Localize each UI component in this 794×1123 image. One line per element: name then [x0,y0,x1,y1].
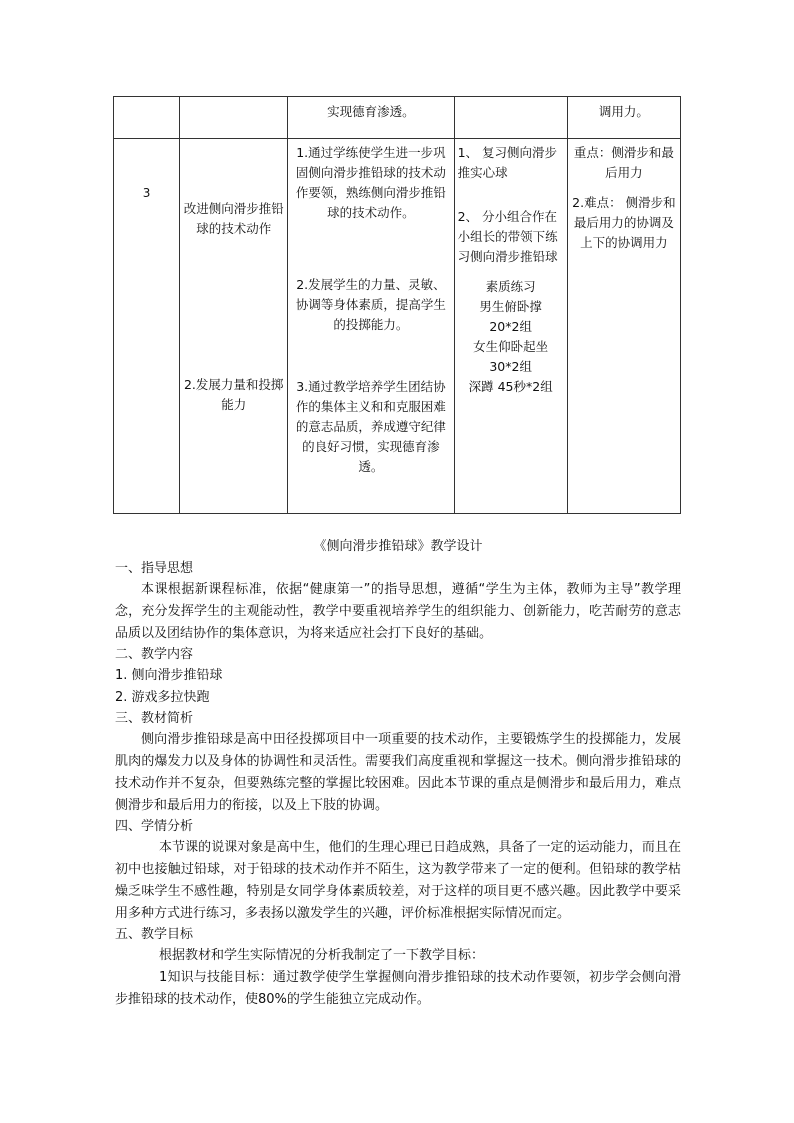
section-paragraph: 1知识与技能目标：通过教学使学生掌握侧向滑步推铅球的技术动作要领，初步学会侧向滑步推铅球的技术动作，使80%的学生能独立完成动作。 [115,970,681,1007]
content-3: 素质练习 [485,279,536,294]
content-4: 男生俯卧撑 [479,299,542,314]
topic-1: 改进侧向滑步推铅球的技术动作 [183,201,284,236]
section-paragraph: 根据教材和学生实际情况的分析我制定了一下教学目标： [159,948,485,963]
table-row [114,97,681,139]
table-cell [454,97,567,139]
goal-3: 3.通过教学培养学生团结协作的集体主义和和克服困难的意志品质，养成遵守纪律的良好习惯，实现德育渗透。 [295,379,446,474]
section-paragraph: 本节课的说课对象是高中生，他们的生理心理已日趋成熟，具备了一定的运动能力，而且在初中也接触过铅球，对于铅球的技术动作并不陌生，这为教学带来了一定的便利。但铅球的教学枯燥乏味学生不感性趣，特别是女同学身体素质较差，对于这样的项目更不感兴趣。因此教学中要采用多种方式进行练习，多表扬以激发学生的兴趣，评价标准根据实际情况而定。 [115,840,681,921]
section-teaching-content [115,645,681,709]
section-material-analysis [115,709,681,817]
content-5: 20*2组 [489,319,532,334]
document-title: 《侧向滑步推铅球》教学设计 [313,539,483,554]
section-heading: 一、指导思想 [115,561,194,576]
topic-cell [180,139,288,514]
lesson-plan-table [113,96,681,514]
section-student-analysis [115,817,681,925]
table-cell [114,97,180,139]
section-paragraph: 本课根据新课程标准，依据“健康第一”的指导思想，遵循“学生为主体，教师为主导”教学理念，充分发挥学生的主观能动性，教学中要重视培养学生的组织能力、创新能力，吃苦耐劳的意志品质以及团结协作的集体意识，为将来适应社会打下良好的基础。 [115,582,681,641]
lesson-number: 3 [142,186,151,200]
lesson-number-cell [114,139,180,514]
content-6: 女生仰卧起坐 [473,339,549,354]
goal-1: 1.通过学练使学生进一步巩固侧向滑步推铅球的技术动作要领，熟练侧向滑步推铅球的技术动作。 [295,145,446,220]
section-guiding-idea [115,559,681,645]
table-cell-focus [567,97,680,139]
section-heading: 三、教材简析 [115,711,194,726]
section-teaching-goals [115,925,681,1011]
list-item: 2. 游戏多拉快跑 [115,690,210,705]
goal-cell [288,139,454,514]
focus-2: 2.难点： 侧滑步和最后用力的协调及上下的协调用力 [572,195,676,250]
topic-2: 2.发展力量和投掷能力 [183,377,284,412]
focus-cell [567,139,680,514]
table-cell-goal [288,97,454,139]
content-8: 深蹲 45秒*2组 [468,379,553,394]
focus-1: 重点：侧滑步和最后用力 [573,145,674,180]
table-cell [180,97,288,139]
content-cell [454,139,567,514]
cell-text: 实现德育渗透。 [327,104,415,119]
content-1: 1、 复习侧向滑步推实心球 [457,145,558,180]
table-row [114,139,681,514]
section-heading: 二、教学内容 [115,647,194,662]
goal-2: 2.发展学生的力量、灵敏、协调等身体素质，提高学生的投掷能力。 [295,277,446,332]
section-heading: 四、学情分析 [115,819,194,834]
section-heading: 五、教学目标 [115,927,194,942]
lesson-design-document [115,537,681,1011]
cell-text: 调用力。 [598,104,649,119]
list-item: 1. 侧向滑步推铅球 [115,668,223,683]
section-paragraph: 侧向滑步推铅球是高中田径投掷项目中一项重要的技术动作，主要锻炼学生的投掷能力，发展肌肉的爆发力以及身体的协调性和灵活性。需要我们高度重视和掌握这一技术。侧向滑步推铅球的技术动作并不复杂，但要熟练完整的掌握比较困难。因此本节课的重点是侧滑步和最后用力，难点侧滑步和最后用力的衔接，以及上下肢的协调。 [115,732,681,813]
content-7: 30*2组 [489,359,532,374]
content-2: 2、 分小组合作在小组长的带领下练习侧向滑步推铅球 [457,209,558,264]
